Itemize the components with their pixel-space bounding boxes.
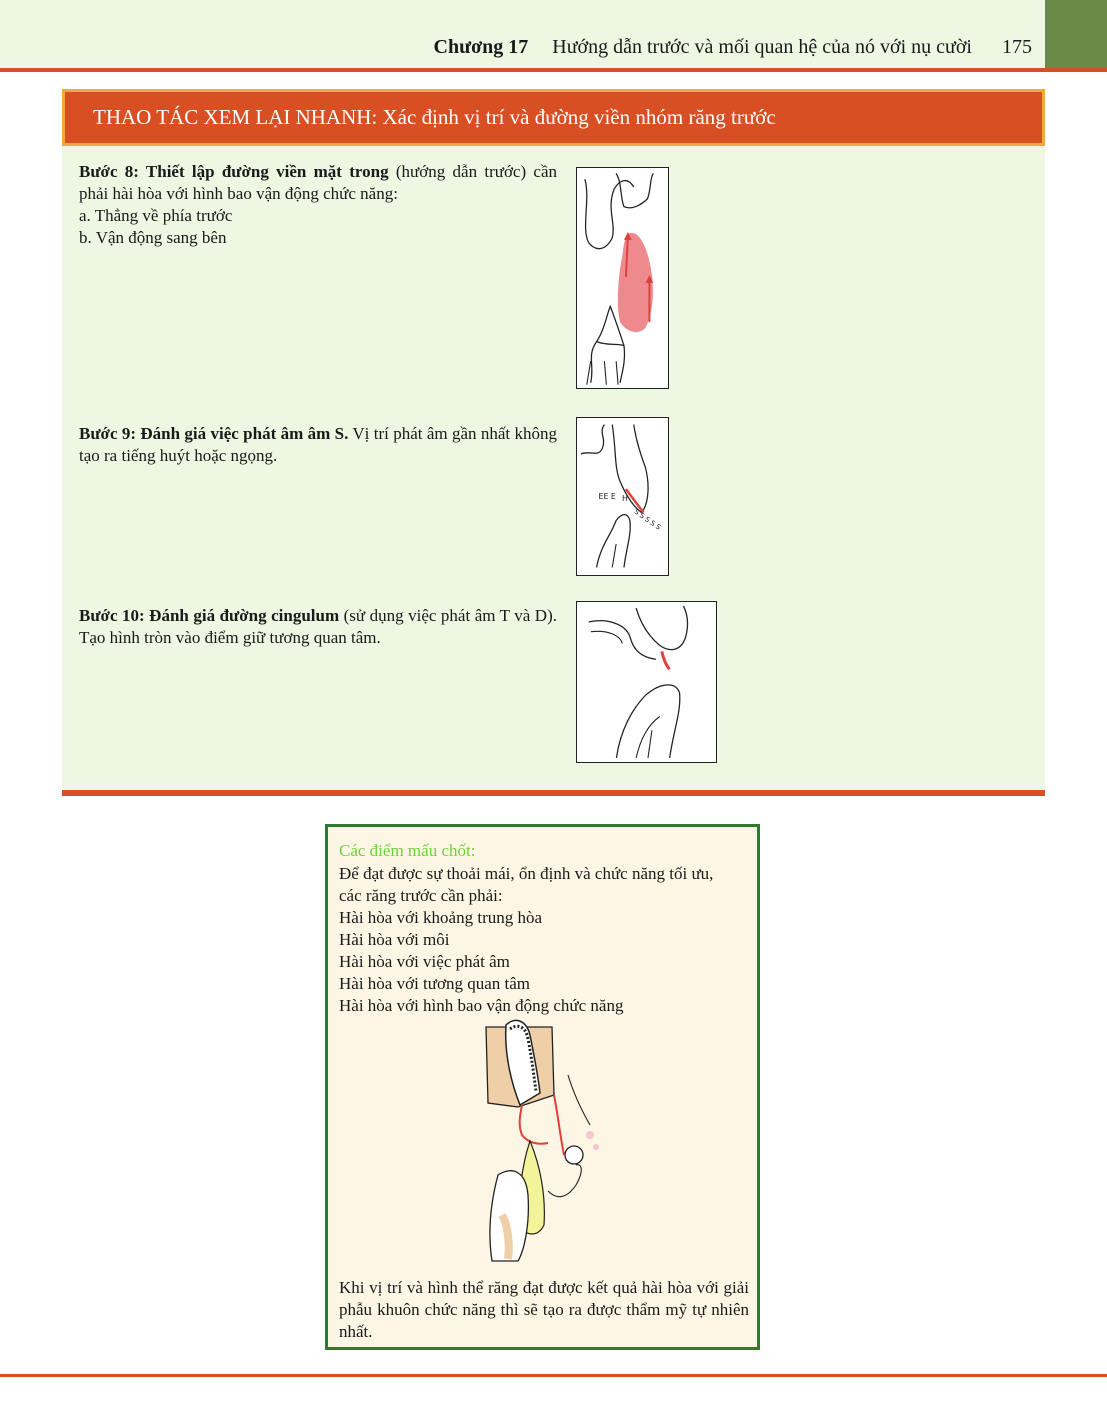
step-10-figure (576, 601, 717, 763)
s-sound-drawing (577, 418, 668, 575)
quick-review-title: THAO TÁC XEM LẠI NHANH: Xác định vị trí và đường viền nhóm răng trước (62, 89, 1045, 146)
envelope-of-function-drawing (577, 168, 668, 388)
page-bottom-rule (0, 1374, 1107, 1377)
key-point-item: Hài hòa với tương quan tâm (339, 974, 531, 993)
step-10-text: (sử dụng việc phát âm T và D). Tạo hình tròn vào điểm giữ tương quan tâm. (79, 606, 557, 647)
page-number: 175 (1002, 36, 1032, 58)
key-point-item: Hài hòa với khoảng trung hòa (339, 908, 543, 927)
step-8-item-a: a. Thẳng về phía trước (79, 206, 233, 225)
key-points-footer: Khi vị trí và hình thể răng đạt được kết quả hài hòa với giải phẫu khuôn chức năng thì sẽ tạo ra được thẩm mỹ tự nhiên nhất. (339, 1278, 749, 1341)
key-points-title: Các điểm mấu chốt: (339, 841, 476, 860)
s-sound-label: S S S S S (632, 507, 663, 532)
chapter-number: Chương 17 (433, 36, 529, 58)
tooth-lip-illustration (478, 1015, 613, 1265)
step-10-heading: Bước 10: Đánh giá đường cingulum (79, 606, 340, 625)
key-point-item: Hài hòa với việc phát âm (339, 952, 510, 971)
step-8-heading: Bước 8: Thiết lập đường viền mặt trong (79, 162, 389, 181)
header-rule (0, 68, 1107, 72)
quick-review-box (62, 89, 1045, 791)
key-points-text (339, 863, 749, 1017)
header-band (0, 0, 1107, 70)
h-sound-label: H (622, 493, 628, 503)
step-9-text: Vị trí phát âm gần nhất không tạo ra tiếng huýt hoặc ngọng. (79, 424, 557, 465)
tooth-profile-figure (478, 1015, 613, 1265)
running-head (434, 36, 1033, 59)
key-point-item: Hài hòa với hình bao vận động chức năng (339, 996, 624, 1015)
box-bottom-rule (62, 790, 1045, 796)
ee-sound-label: EE E (598, 491, 616, 501)
step-8-item-b: b. Vận động sang bên (79, 228, 227, 247)
key-points-intro: Để đạt được sự thoải mái, ổn định và chức năng tối ưu, (339, 864, 714, 883)
step-9 (79, 423, 557, 467)
header-tab (1045, 0, 1107, 68)
step-8 (79, 161, 557, 249)
key-point-item: Hài hòa với môi (339, 930, 450, 949)
step-9-heading: Bước 9: Đánh giá việc phát âm âm S. (79, 424, 349, 443)
step-8-figure (576, 167, 669, 389)
step-8-text: (hướng dẫn trước) cần phải hài hòa với hình bao vận động chức năng: (79, 162, 558, 203)
chapter-title: Hướng dẫn trước và mối quan hệ của nó với nụ cười (552, 36, 972, 58)
cingulum-drawing (577, 602, 716, 762)
key-points-box (325, 824, 760, 1350)
step-9-figure (576, 417, 669, 576)
key-points-intro-2: các răng trước cần phải: (339, 886, 503, 905)
step-10 (79, 605, 557, 649)
